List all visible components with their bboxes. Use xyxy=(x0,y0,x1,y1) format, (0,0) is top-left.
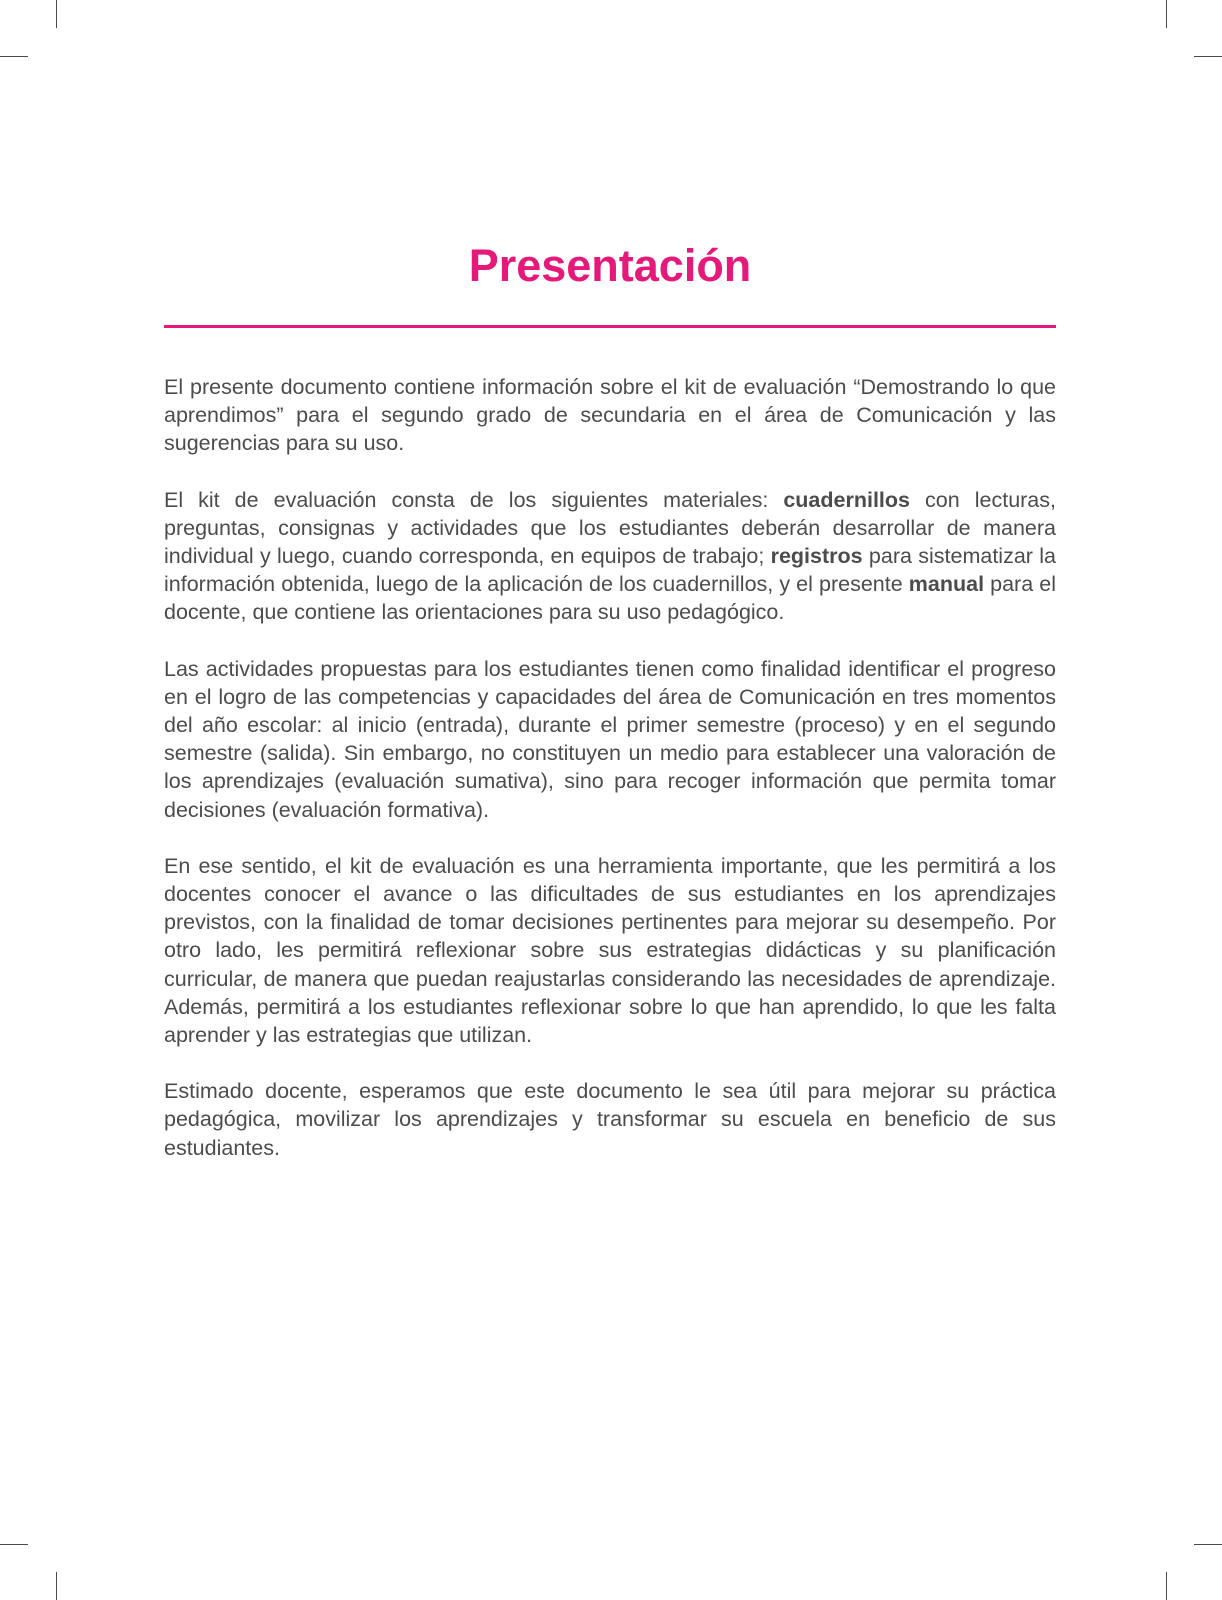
paragraph-activities: Las actividades propuestas para los estudiantes tienen como finalidad identificar el progreso en el logro de las competencias y capacidades del área de Comunicación en tres momentos del año escolar: al inicio (entrada), durante el primer semestre (proceso) y en el segundo semestre (salida). Sin embargo, no constituyen un medio para establecer una valoración de los aprendizajes (evaluación sumativa), sino para recoger información que permita tomar decisiones (evaluación formativa). xyxy=(164,656,1056,822)
text-span: para sistematizar la información obtenida, luego de la aplicación de los cuadernillos, y el presente xyxy=(164,544,1056,597)
paragraph-closing: Estimado docente, esperamos que este documento le sea útil para mejorar su práctica pedagógica, movilizar los aprendizajes y transformar su escuela en beneficio de sus estudiantes. xyxy=(164,1079,1056,1160)
crop-mark-bottom-right xyxy=(1166,1572,1167,1600)
crop-mark-bottom-left xyxy=(0,1544,28,1545)
crop-mark-top-left xyxy=(56,0,57,28)
crop-mark-bottom-left xyxy=(56,1572,57,1600)
paragraph-kit-materials xyxy=(164,486,1056,627)
title-underline xyxy=(164,325,1056,328)
bold-term-registros: registros xyxy=(770,544,863,569)
text-span: para el docente, que contiene las orientaciones para su uso pedagógico. xyxy=(164,572,1056,625)
paragraph-tool-importance: En ese sentido, el kit de evaluación es una herramienta importante, que les permitirá a los docentes conocer el avance o las dificultades de sus estudiantes en los aprendizajes previstos, con la finalidad de tomar decisiones pertinentes para mejorar su desempeño. Por otro lado, les permitirá reflexionar sobre sus estrategias didácticas y su planificación curricular, de manera que puedan reajustarlas considerando las necesidades de aprendizaje. Además, permitirá a los estudiantes reflexionar sobre lo que han aprendido, lo que les falta aprender y las estrategias que utilizan. xyxy=(164,853,1056,1048)
crop-mark-top-right xyxy=(1166,0,1167,28)
crop-mark-top-right xyxy=(1194,56,1222,57)
body-text xyxy=(164,373,1056,1190)
crop-mark-bottom-right xyxy=(1194,1544,1222,1545)
text-span: con lecturas, preguntas, consignas y actividades que los estudiantes deberán desarrollar de manera individual y luego, cuando corresponda, en equipos de trabajo; xyxy=(164,487,1056,569)
page-title: Presentación xyxy=(468,240,752,291)
crop-mark-top-left xyxy=(0,56,28,57)
text-span: El kit de evaluación consta de los siguientes materiales: xyxy=(164,487,784,512)
bold-term-manual: manual xyxy=(908,572,985,597)
bold-term-cuadernillos: cuadernillos xyxy=(783,487,910,512)
paragraph-intro: El presente documento contiene información sobre el kit de evaluación “Demostrando lo que aprendimos” para el segundo grado de secundaria en el área de Comunicación y las sugerencias para su uso. xyxy=(164,375,1056,456)
